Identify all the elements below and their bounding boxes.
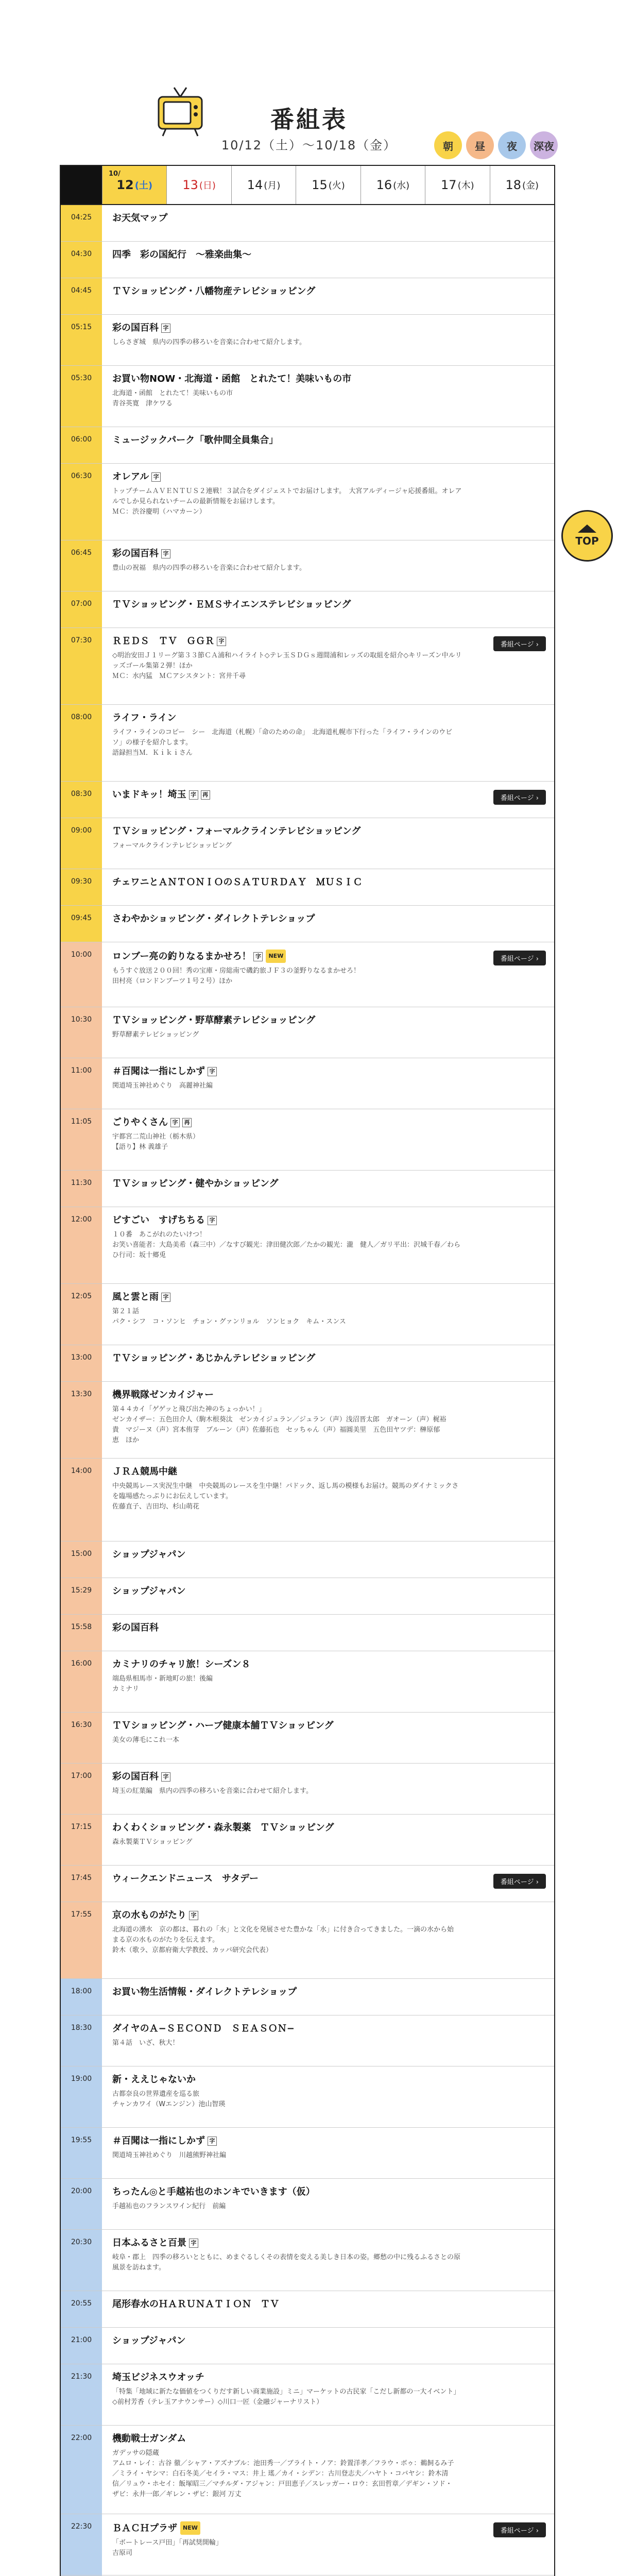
program-cell[interactable] [102,540,554,591]
program-cell[interactable] [102,464,554,540]
program-row [61,1382,554,1459]
program-description: 手越祐也のフランスワイン紀行 前編 [112,2202,226,2210]
program-row [61,1902,554,1979]
program-cell[interactable] [102,315,554,365]
program-description: 「特集「地域に新たな価値をつくりだす新しい商業施設」ミニ」マーケットの古民家「こだし新都の一大イベント」 ◇前村芳香（テレ玉アナウンサー）◇川口一匠（金融ジャーナリスト） [112,2388,460,2406]
program-row [61,705,554,782]
program-title[interactable]: チェワニとＡＮＴＯＮＩＯのＳＡＴＵＲＤＡＹ ＭＵＳＩＣ [112,877,363,888]
program-time: 17:00 [61,1764,102,1814]
program-title[interactable]: ショップジャパン [112,1586,186,1597]
program-cell[interactable] [102,628,554,704]
program-cell[interactable] [102,1713,554,1763]
program-title[interactable]: 京の水ものがたり 字 [112,1909,544,1922]
program-row [61,1007,554,1058]
tab-weekday: (土) [134,180,153,191]
program-time: 07:30 [61,628,102,704]
program-description: 森永製薬ＴＶショッピング [112,1838,193,1846]
program-description: １０番 あこがれのたいけつ！ お笑い喜能者：大島美希（森三中）／なすび観光：津田健次郎／たかの観光：瀧 健人／ガリ平出：沢城千春／わら ひ行司：坂十郷兎 [112,1231,461,1259]
program-cell[interactable] [102,1615,554,1651]
program-row [61,1615,554,1651]
program-row [61,1815,554,1866]
program-row [61,2291,554,2328]
program-title[interactable]: 機動戦士ガンダム [112,2433,186,2444]
program-page-button[interactable]: 番組ページ › [493,951,546,965]
program-row [61,464,554,540]
program-cell[interactable] [102,1207,554,1283]
program-row [61,2328,554,2364]
program-title[interactable]: ＴＶショッピング・あじかんテレビショッピング [112,1353,316,1364]
program-cell[interactable] [102,1171,554,1207]
program-title[interactable]: 新・ええじゃないか [112,2074,196,2085]
program-cell[interactable] [102,1109,554,1170]
program-description: 端島県相馬市・新地町の旅！後編 カミナリ [112,1675,213,1693]
program-title[interactable]: ミュージックパーク「歌仲間全員集合」 [112,435,279,446]
tab-weekday: (水) [393,180,410,191]
program-page-button[interactable]: 番組ページ › [493,1874,546,1889]
program-title[interactable]: ＃百聞は一指にしかず 字 [112,2135,544,2147]
program-time: 16:00 [61,1651,102,1712]
program-title[interactable]: さわやかショッピング・ダイレクトテレショップ [112,913,315,924]
program-cell[interactable] [102,2328,554,2364]
program-title[interactable]: 尾形春水のＨＡＲＵＮＡＴＩＯＮ ＴＶ [112,2299,279,2310]
program-description: 野草酵素テレビショッピング [112,1031,199,1039]
time-legend [434,131,558,159]
caption-mark-icon: 字 [151,472,161,482]
program-page-button[interactable]: 番組ページ › [493,2522,546,2537]
header [0,0,618,160]
program-time: 17:45 [61,1866,102,1902]
caption-mark-icon: 字 [253,952,263,961]
program-time: 15:58 [61,1615,102,1651]
tab-day-15[interactable] [296,166,360,204]
legend-night: 深夜 [530,131,558,159]
program-cell[interactable] [102,942,554,1007]
program-title[interactable]: ロンブー亮の釣りなるまかせろ！ 字 NEW [112,950,544,963]
program-row [61,366,554,427]
program-cell[interactable] [102,1764,554,1814]
program-time: 13:00 [61,1345,102,1381]
program-time: 11:05 [61,1109,102,1170]
tab-weekday: (金) [522,180,539,191]
program-row [61,782,554,818]
program-cell[interactable] [102,869,554,905]
tab-day-number: 15 [312,178,328,192]
scroll-top-label: TOP [575,535,599,547]
program-description: 第２１話 パク・シフ コ・ソンヒ チョン・グァンリョル ソンヒョク キム・スンス [112,1308,346,1326]
program-cell[interactable] [102,1815,554,1865]
program-time: 21:30 [61,2364,102,2425]
program-row [61,1459,554,1541]
program-row [61,1345,554,1382]
program-description: 豊山の祝福 県内の四季の移ろいを音楽に合わせて紹介します。 [112,564,306,572]
legend-evening: 夜 [498,131,526,159]
program-title[interactable]: 彩の国百科 字 [112,548,544,560]
program-description: トップチームＡＶＥＮＴＵＳ２連戦！３試合をダイジェストでお届けします。 大宮アルディージャ応援番組。オレア ルでしか見られないチームの最新情報をお届けします。 ＭＣ：渋谷慶明（ハマカーン） [112,487,462,516]
program-description: ◇明治安田Ｊ１リーグ第３３節ＣＡ浦和ハイライト◇テレ玉ＳＤＧｓ週間浦和レッズの取組を紹介◇キリーズン中ルリ ッズゴール集第２弾！ほか ＭＣ：水内猛 ＭＣアシスタント：宮井千尋 [112,652,462,680]
program-row [61,2230,554,2291]
program-cell[interactable] [102,1651,554,1712]
program-row [61,1979,554,2015]
program-title[interactable]: 日本ふるさと百景 字 [112,2237,544,2249]
program-cell[interactable] [102,2015,554,2066]
program-title[interactable]: ライフ・ライン [112,713,177,723]
program-title[interactable]: ＴＶショッピング・健やかショッピング [112,1178,279,1189]
program-row [61,628,554,705]
caption-mark-icon: 字 [208,1216,217,1225]
caption-mark-icon: 字 [189,2239,198,2248]
program-description: 宇都宮二荒山神社（栃木県） 【語り】林 義雄子 [112,1133,200,1151]
program-title[interactable]: ちったん◎と手越祐也のホンキでいきます（仮） [112,2187,315,2197]
program-title[interactable]: ＴＶショッピング・ＥＭＳサイエンステレビショッピング [112,599,351,610]
program-title[interactable]: お買い物NOW・北海道・函館 とれたて！美味いもの市 [112,374,352,384]
program-description: 古都奈良の世界遺産を巡る旅 チャンカワイ（Wエンジン）池山智瑛 [112,2090,226,2108]
program-title[interactable]: 彩の国百科 字 [112,322,544,334]
program-cell[interactable] [102,705,554,781]
program-title[interactable]: 機界戦隊ゼンカイジャー [112,1389,214,1400]
program-cell[interactable] [102,278,554,314]
program-cell[interactable] [102,2426,554,2514]
program-time: 04:45 [61,278,102,314]
program-row [61,1109,554,1171]
program-cell[interactable] [102,591,554,628]
tab-day-number: 17 [441,178,457,192]
program-cell[interactable] [102,2230,554,2291]
program-title[interactable]: 彩の国百科 [112,1622,159,1633]
program-cell[interactable] [102,2364,554,2425]
program-row [61,540,554,591]
program-cell[interactable] [102,1902,554,1978]
caption-mark-icon: 字 [208,1067,217,1076]
program-title[interactable]: ＴＶショッピング・ハーブ健康本舗ＴＶショッピング [112,1720,334,1731]
program-title[interactable]: ＲＥＤＳ ＴＶ ＧＧＲ 字 [112,635,544,648]
caption-mark-icon: 字 [189,1911,198,1920]
caption-mark-icon: 字 [161,1293,170,1302]
program-row [61,818,554,869]
program-row [61,278,554,315]
program-time: 18:00 [61,1979,102,2015]
program-row [61,591,554,628]
tab-month: 10/ [109,170,121,178]
tab-day-number: 18 [505,178,521,192]
arrow-up-icon [578,524,596,533]
program-title[interactable]: 彩の国百科 字 [112,1771,544,1783]
program-description: 北海道の湧水 京の都は、暮れの「水」と文化を発展させた豊かな「水」に付き合ってきました。一滴の水から始 まる京の水ものがたりを伝えます。 鈴木（歌ラ、京都府衛大学教授、カッパ研究会代表） [112,1926,454,1954]
day-tabs [60,165,555,205]
program-time: 12:00 [61,1207,102,1283]
program-cell[interactable] [102,782,554,818]
program-description: 第４４カイ「ゲゲッと飛び出た神のちょっかい！」 ゼンカイザー：五色田介人（駒木根葵汰 ゼンカイジュラン／ジュラン（声）浅沼晋太郎 ガオーン（声）梶裕 貴 マジーヌ（声）宮本侑芽 ブルーン（声）佐藤拓也 セッちゃん（声）福圓美里 五色田ヤツデ：榊原郁 恵 ほか [112,1405,447,1444]
program-cell[interactable] [102,1541,554,1578]
program-time: 11:00 [61,1058,102,1109]
program-title[interactable]: ＃百聞は一指にしかず 字 [112,1065,544,1078]
program-title[interactable]: わくわくショッピング・森永製薬 ＴＶショッピング [112,1822,334,1833]
program-time: 05:30 [61,366,102,427]
schedule-grid [60,205,555,2576]
program-cell[interactable] [102,2128,554,2178]
program-time: 08:30 [61,782,102,818]
program-time: 09:30 [61,869,102,905]
program-description: ライフ・ラインのコピー シー 北海道（札幌）「命のための命」 北海道札幌市下行った「ライフ・ラインのウビ ソ」の様子を紹介します。 語録担当Ｍ．Ｋｉｋｉさん [112,728,453,757]
program-title[interactable]: 埼玉ビジネスウオッチ [112,2372,204,2383]
program-cell[interactable] [102,1058,554,1109]
program-time: 05:15 [61,315,102,365]
program-time: 06:30 [61,464,102,540]
program-cell[interactable] [102,2179,554,2229]
program-time: 19:00 [61,2066,102,2127]
program-cell[interactable] [102,205,554,241]
program-row [61,1171,554,1207]
program-cell[interactable] [102,906,554,942]
program-title[interactable]: ＪＲＡ競馬中継 [112,1466,177,1477]
tab-day-17[interactable] [425,166,489,204]
program-description: しらさぎ城 県内の四季の移ろいを音楽に合わせて紹介します。 [112,338,306,346]
program-description: 第４話 いざ、秋大！ [112,2039,179,2047]
rerun-mark-icon: 再 [182,1118,192,1127]
caption-mark-icon: 字 [170,1118,180,1127]
program-description: 関道埼玉神社めぐり 高麗神社編 [112,1082,213,1090]
new-badge: NEW [180,2521,200,2535]
tab-day-12[interactable] [102,166,166,204]
program-title[interactable]: ショップジャパン [112,2335,186,2346]
program-row [61,205,554,242]
program-row [61,1651,554,1713]
program-time: 11:30 [61,1171,102,1207]
program-description: もうすぐ放送２００回！秀の宝庫・房総南で磯釣旅ＪＦ３の釜野りなるまかせろ！ 田村亮（ロンドンブーツ１号２号）ほか [112,967,360,985]
tab-day-number: 13 [182,178,198,192]
program-cell[interactable] [102,818,554,869]
program-row [61,315,554,366]
program-description: 美女の薄毛にこれ一本 [112,1736,180,1744]
program-row [61,906,554,942]
tab-day-18[interactable] [490,166,554,204]
program-cell[interactable] [102,427,554,463]
legend-noon: 昼 [466,131,494,159]
program-cell[interactable] [102,1459,554,1541]
program-title[interactable]: ウィークエンドニュース サタデー [112,1873,259,1884]
tab-weekday: (月) [264,180,281,191]
program-title[interactable]: ＴＶショッピング・フォーマルクラインテレビショッピング [112,826,361,837]
program-row [61,2426,554,2514]
new-badge: NEW [266,950,286,963]
program-row [61,1578,554,1615]
program-time: 08:00 [61,705,102,781]
program-description: 中央競馬レース実況生中継 中央競馬のレースを生中継！パドック、返し馬の模様もお届け。競馬のダイナミックさ を臨場感たっぷりにお伝えしています。 佐藤直子、吉田均、杉山萌花 [112,1482,459,1511]
caption-mark-icon: 字 [161,549,170,558]
program-time: 09:45 [61,906,102,942]
program-row [61,2364,554,2426]
program-time: 17:55 [61,1902,102,1978]
program-description: ガデッサの隠蔵 アムロ・レイ：古谷 徹／シャア・アズナブル：池田秀一／ブライト・ノア：鈴置洋孝／フラウ・ボゥ：鵜飼るみ子 ／ミライ・ヤシマ：白石冬美／セイラ・マス：井上 瑤／カイ・シデン：古川登志夫／ハヤト・コバヤシ：鈴木清 信／リュウ・ホセイ：飯塚昭三／マチルダ・アジャン：戸田恵子／スレッガー・ロウ：玄田哲章／デギン・ソド・ ザビ：永井一郎／ギレン・ザビ：銀河 万丈 [112,2449,454,2498]
program-title[interactable]: ダイヤのＡ−ＳＥＣＯＮＤ ＳＥＡＳＯＮ− [112,2023,295,2034]
tab-weekday: (火) [328,180,345,191]
program-time: 21:00 [61,2328,102,2364]
program-row [61,2015,554,2066]
program-title[interactable]: 風と雲と雨 字 [112,1291,544,1303]
program-title[interactable]: お買い物生活情報・ダイレクトテレショップ [112,1987,297,1997]
program-title[interactable]: オレアル 字 [112,471,544,483]
program-time: 10:00 [61,942,102,1007]
tab-day-16[interactable] [360,166,425,204]
program-time: 22:00 [61,2426,102,2514]
program-description: 岐阜・郡上 四季の移ろいとともに、めまぐるしくその表情を変える美しき日本の姿。郷愁の中に残るふるさとの原 風景を訪ねます。 [112,2253,461,2272]
program-time: 20:00 [61,2179,102,2229]
program-time: 06:00 [61,427,102,463]
rerun-mark-icon: 再 [201,790,210,800]
program-page-button[interactable]: 番組ページ › [493,636,546,651]
caption-mark-icon: 字 [208,2137,217,2146]
caption-mark-icon: 字 [161,324,170,333]
program-description: 「ボートレース戸田」「再試奨開輪」 吉原司 [112,2539,222,2557]
program-row [61,242,554,278]
tab-day-number: 16 [376,178,392,192]
program-title[interactable]: カミナリのチャリ旅！シーズン８ [112,1659,251,1670]
program-title[interactable]: ＢＡＣＨプラザ NEW [112,2521,544,2535]
program-row [61,2066,554,2128]
program-time: 14:00 [61,1459,102,1541]
program-cell[interactable] [102,242,554,278]
program-time: 12:05 [61,1284,102,1345]
program-time: 16:30 [61,1713,102,1763]
tab-day-13[interactable] [166,166,231,204]
program-time: 15:00 [61,1541,102,1578]
date-range: 10/12（土）〜10/18（金） [221,138,397,152]
program-cell[interactable] [102,1866,554,1902]
legend-morning: 朝 [434,131,462,159]
program-time: 06:45 [61,540,102,591]
program-cell[interactable] [102,1007,554,1058]
program-cell[interactable] [102,1979,554,2015]
program-time: 22:30 [61,2514,102,2575]
program-title[interactable]: 四季 彩の国紀行 〜雅楽曲集〜 [112,249,251,260]
program-row [61,2128,554,2179]
program-time: 10:30 [61,1007,102,1058]
tab-day-14[interactable] [231,166,296,204]
program-cell[interactable] [102,1382,554,1458]
program-row [61,1764,554,1815]
caption-mark-icon: 字 [189,790,198,800]
program-description: フォーマルクラインテレビショッピング [112,842,232,850]
tab-weekday: (日) [199,180,216,191]
program-row [61,1541,554,1578]
program-title[interactable]: ＴＶショッピング・野草酵素テレビショッピング [112,1015,316,1026]
program-row [61,1207,554,1284]
program-description: 北海道・函館 とれたて！美味いもの市 青谷英寛 津ケワる [112,389,233,408]
program-cell[interactable] [102,1578,554,1614]
program-time: 13:30 [61,1382,102,1458]
program-cell[interactable] [102,366,554,427]
scroll-top-button[interactable] [561,510,613,562]
program-time: 20:55 [61,2291,102,2327]
program-row [61,869,554,906]
page-title: 番組表 [270,106,348,133]
program-page-button[interactable]: 番組ページ › [493,790,546,805]
program-row [61,427,554,464]
program-cell[interactable] [102,1284,554,1345]
program-title[interactable]: いまドキッ！埼玉 字 再 [112,789,544,801]
program-description: 関道埼玉神社めぐり 川越熊野神社編 [112,2151,227,2159]
program-time: 17:15 [61,1815,102,1865]
caption-mark-icon: 字 [161,1772,170,1782]
program-row [61,1058,554,1109]
program-time: 19:55 [61,2128,102,2178]
program-cell[interactable] [102,1345,554,1381]
tab-corner [61,166,102,204]
program-row [61,2179,554,2230]
program-cell[interactable] [102,2291,554,2327]
program-title[interactable]: ビすごい すげちちる 字 [112,1214,544,1227]
program-time: 20:30 [61,2230,102,2291]
program-row [61,1284,554,1345]
caption-mark-icon: 字 [217,637,226,646]
program-row [61,1713,554,1764]
program-title[interactable]: お天気マップ [112,213,168,224]
program-time: 18:30 [61,2015,102,2066]
program-time: 09:00 [61,818,102,869]
program-row [61,942,554,1007]
program-row [61,2514,554,2575]
tab-day-number: 14 [247,178,263,192]
tab-day-number: 12 [116,178,134,192]
tab-weekday: (木) [457,180,474,191]
program-title[interactable]: ショップジャパン [112,1549,186,1560]
program-time: 15:29 [61,1578,102,1614]
program-cell[interactable] [102,2514,554,2575]
program-title[interactable]: ごりやくさん 字 再 [112,1116,544,1129]
program-time: 04:30 [61,242,102,278]
program-time: 07:00 [61,591,102,628]
program-cell[interactable] [102,2066,554,2127]
program-row [61,1866,554,1902]
program-description: 埼玉の紅葉編 県内の四季の移ろいを音楽に合わせて紹介します。 [112,1787,313,1795]
program-title[interactable]: ＴＶショッピング・八幡物産テレビショッピング [112,286,316,297]
program-time: 04:25 [61,205,102,241]
